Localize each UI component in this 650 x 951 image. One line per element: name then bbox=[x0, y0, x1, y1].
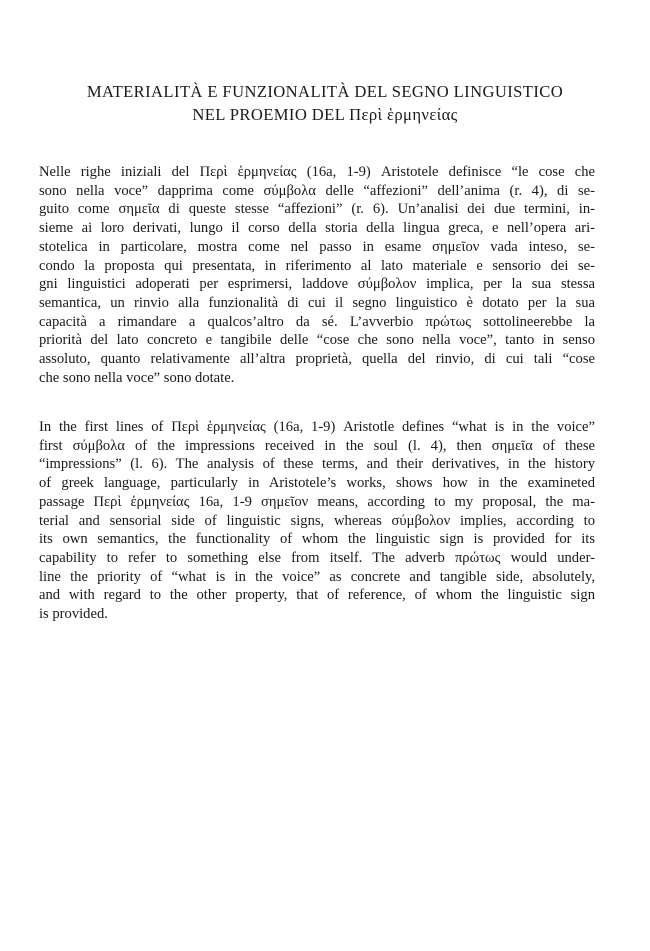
abstract-en-line: “impressions” (l. 6). The analysis of these terms, and their derivatives, in the history bbox=[39, 456, 595, 473]
abstract-en-line: and with regard to the other property, that of reference, of whom the linguistic sign bbox=[39, 587, 595, 604]
abstract-it-line: Nelle righe iniziali del Περὶ ἑρμηνείας (16a, 1-9) Aristotele definisce “le cose che bbox=[39, 164, 595, 180]
abstract-english bbox=[39, 418, 595, 624]
abstract-en-line: line the priority of “what is in the voice” as concrete and tangible side, absolutely, bbox=[39, 568, 595, 585]
abstract-it-line: capacità a rimandare a qualcos’altro da sé. L’avverbio πρώτως sottolineerebbe la bbox=[39, 313, 595, 330]
abstract-en-line: passage Περὶ ἑρμηνείας 16a, 1-9 σημεῖον means, according to my proposal, the ma- bbox=[39, 493, 595, 510]
abstract-it-line: priorità del lato concreto e tangibile delle “cose che sono nella voce”, tanto in senso bbox=[39, 332, 595, 349]
abstract-it-line: semantica, un rinvio alla funzionalità di cui il segno linguistico è dotato per la sua bbox=[39, 294, 595, 311]
abstract-it-line: guito come σημεῖα di queste stesse “affezioni” (r. 6). Un’analisi dei due termini, in- bbox=[39, 201, 595, 218]
abstract-it-line: sono nella voce” dapprima come σύμβολα delle “affezioni” dell’anima (r. 4), di se- bbox=[39, 182, 595, 199]
abstract-it-line: sieme ai loro derivati, lungo il corso della storia della lingua greca, e nell’opera ari- bbox=[39, 220, 595, 237]
abstract-en-line: first σύμβολα of the impressions received in the soul (l. 4), then σημεῖα of these bbox=[39, 437, 595, 454]
title-line-2: NEL PROEMIO DEL Περὶ ἑρμηνείας bbox=[192, 105, 458, 124]
abstract-en-line: terial and sensorial side of linguistic signs, whereas σύμβολον implies, according to bbox=[39, 512, 595, 529]
article-title bbox=[30, 80, 620, 126]
abstract-it-line: stotelica in particolare, mostra come nel passo in esame σημεῖον vada inteso, se- bbox=[39, 238, 595, 255]
abstract-it-line: condo la proposta qui presentata, in riferimento al lato materiale e sensorio dei se- bbox=[39, 257, 595, 274]
abstract-en-line: is provided. bbox=[39, 606, 108, 623]
abstract-it-line: gni linguistici adoperati per esprimersi, laddove σύμβολον implica, per la sua stessa bbox=[39, 276, 595, 293]
abstract-it-line: che sono nella voce” sono dotate. bbox=[39, 369, 235, 386]
title-line-1: MATERIALITÀ E FUNZIONALITÀ DEL SEGNO LINGUISTICO bbox=[86, 82, 564, 101]
abstract-en-line: In the first lines of Περὶ ἑρμηνείας (16a, 1-9) Aristotle defines “what is in the voice” bbox=[39, 419, 595, 435]
abstract-en-line: capability to refer to something else from itself. The adverb πρώτως would under- bbox=[39, 549, 595, 566]
abstract-en-line: its own semantics, the functionality of whom the linguistic sign is provided for its bbox=[39, 531, 595, 548]
abstract-it-line: assoluto, quanto relativamente all’altra proprietà, quella del rinvio, di cui tali “cose bbox=[39, 351, 595, 368]
abstract-italian bbox=[39, 163, 595, 387]
abstract-en-line: of greek language, particularly in Aristotele’s works, shows how in the examineted bbox=[39, 475, 595, 492]
